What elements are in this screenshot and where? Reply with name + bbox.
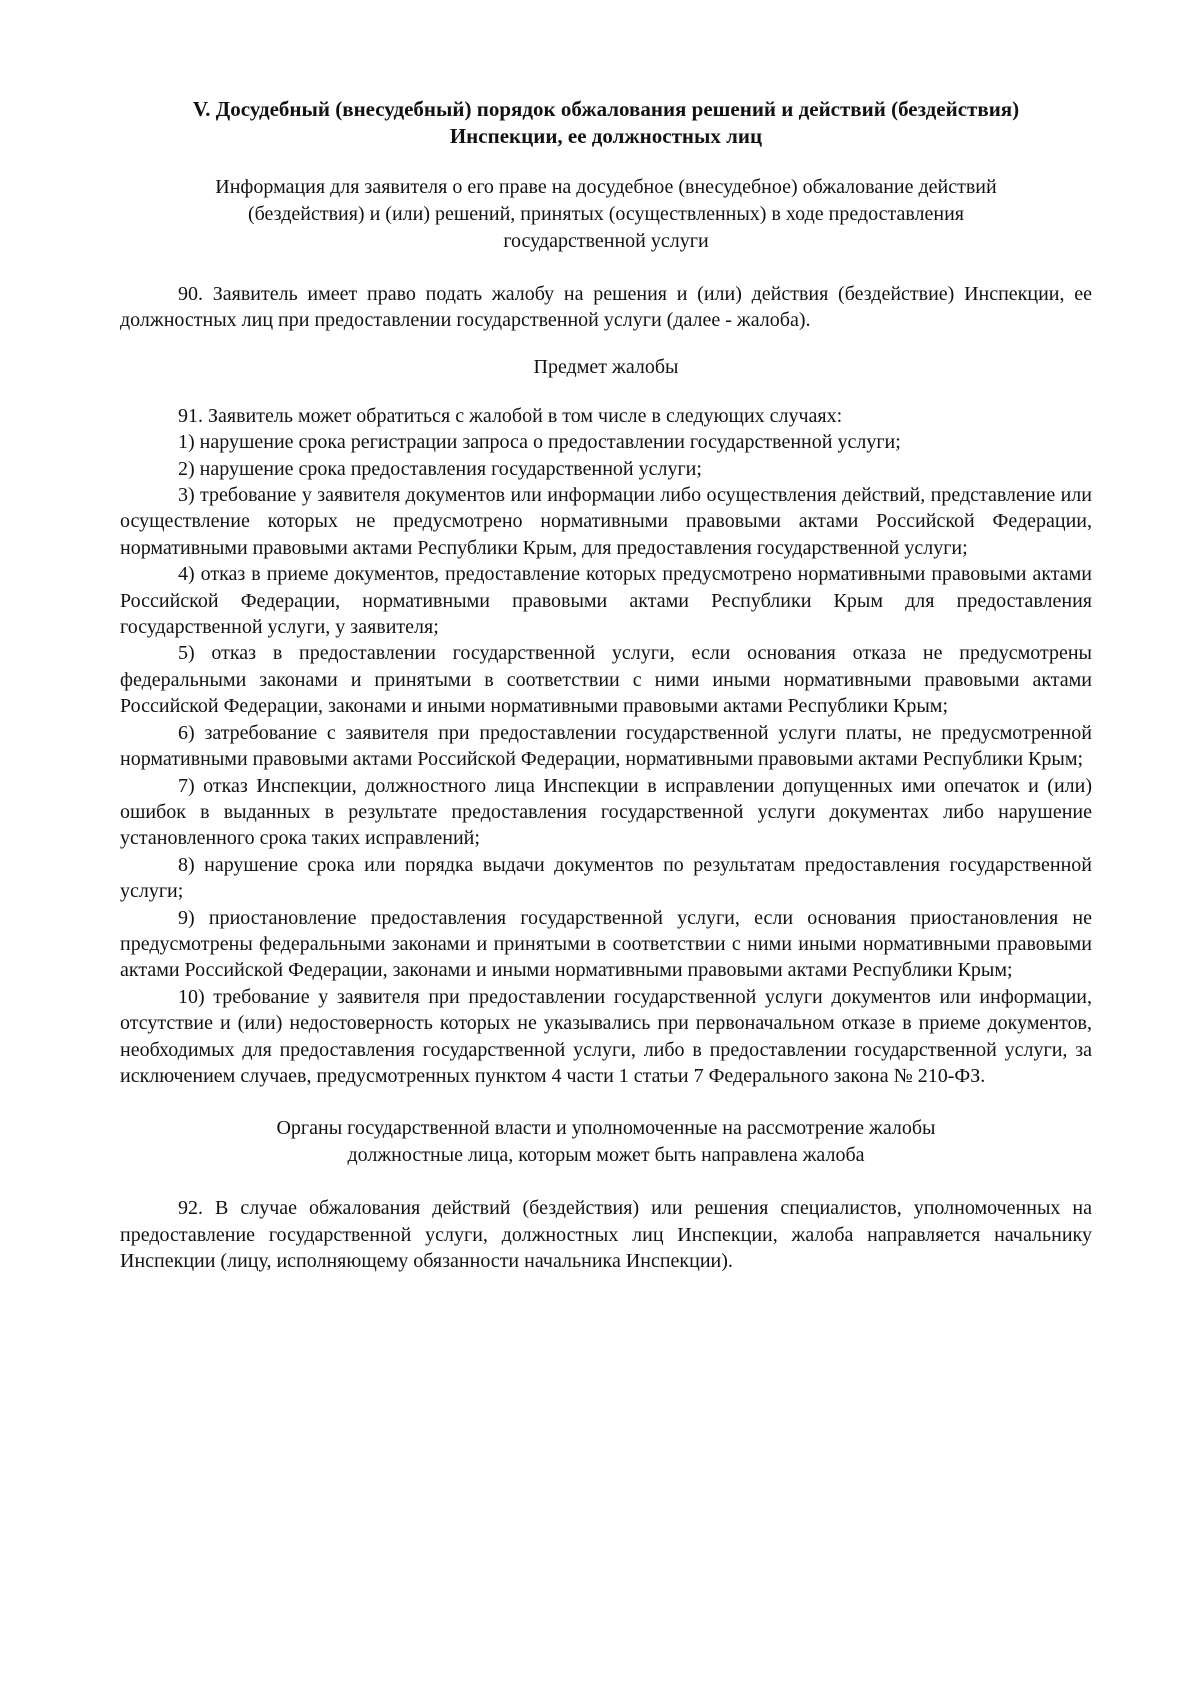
paragraph-91-item: 5) отказ в предоставлении государственной услуги, если основания отказа не предусмотрены федеральными законами и принятыми в соответствии с ними иными нормативными правовыми актами Российской Федерации, законами и иными нормативными правовыми актами Республики Крым;: [120, 642, 1092, 718]
paragraph-91-item: 10) требование у заявителя при предоставлении государственной услуги документов или информации, отсутствие и (или) недостоверность которых не указывались при первоначальном отказе в приеме документов, необходимых для предоставления государственной услуги, либо в предоставлении государственной услуги, за исключением случаев, предусмотренных пунктом 4 части 1 статьи 7 Федерального закона № 210-ФЗ.: [120, 985, 1092, 1087]
bodies-heading-line-2: должностные лица, которым может быть направлена жалоба: [347, 1144, 865, 1167]
subject-heading-text: Предмет жалобы: [533, 355, 679, 378]
paragraph-91-item: 1) нарушение срока регистрации запроса о предоставлении государственной услуги;: [178, 431, 901, 454]
paragraph-92: 92. В случае обжалования действий (бездействия) или решения специалистов, уполномоченных на предоставление государственной услуги, должностных лиц Инспекции, жалоба направляется начальнику Инспекции (лицу, исполняющему обязанности начальника Инспекции).: [120, 1197, 1092, 1273]
section-title: [120, 96, 1092, 150]
paragraph-91-item: 7) отказ Инспекции, должностного лица Инспекции в исправлении допущенных ими опечаток и (или) ошибок в выданных в результате предоставления государственной услуги документах либо нарушение установленного срока таких исправлений;: [120, 774, 1092, 850]
paragraph-91-item: 6) затребование с заявителя при предоставлении государственной услуги платы, не предусмотренной нормативными правовыми актами Российской Федерации, нормативными правовыми актами Республики Крым;: [120, 721, 1092, 771]
info-heading-line-1: Информация для заявителя о его праве на досудебное (внесудебное) обжалование действий: [215, 176, 997, 198]
paragraph-91-item: 3) требование у заявителя документов или информации либо осуществления действий, представление или осуществление которых не предусмотрено нормативными правовыми актами Российской Федерации, нормативными правовыми актами Республики Крым, для предоставления государственной услуги;: [120, 484, 1092, 559]
info-heading-line-3: государственной услуги: [503, 230, 709, 252]
paragraph-91-item: 2) нарушение срока предоставления государственной услуги;: [178, 457, 702, 480]
info-heading-line-2: (бездействия) и (или) решений, принятых (осуществленных) в ходе предоставления: [247, 203, 964, 225]
subject-heading: [120, 354, 1092, 381]
bodies-heading: [120, 1115, 1092, 1169]
paragraph-91-item: 9) приостановление предоставления государственной услуги, если основания приостановления не предусмотрены федеральными законами и принятыми в соответствии с ними иными нормативными правовыми актами Российской Федерации, законами и иными нормативными правовыми актами Республики Крым;: [120, 906, 1092, 982]
paragraph-91-item: 4) отказ в приеме документов, предоставление которых предусмотрено нормативными правовыми актами Российской Федерации, нормативными правовыми актами Республики Крым для предоставления государственной услуги, у заявителя;: [120, 563, 1092, 639]
section-title-line-1: V. Досудебный (внесудебный) порядок обжалования решений и действий (бездействия): [192, 97, 1020, 121]
paragraph-90: 90. Заявитель имеет право подать жалобу на решения и (или) действия (бездействие) Инспекции, ее должностных лиц при предоставлении государственной услуги (далее - жалоба).: [120, 283, 1092, 332]
paragraph-91-intro: 91. Заявитель может обратиться с жалобой в том числе в следующих случаях:: [178, 404, 843, 427]
paragraph-91-item: 8) нарушение срока или порядка выдачи документов по результатам предоставления государственной услуги;: [120, 853, 1092, 903]
info-heading: [120, 174, 1092, 255]
section-title-line-2: Инспекции, ее должностных лиц: [449, 124, 763, 148]
bodies-heading-line-1: Органы государственной власти и уполномоченные на рассмотрение жалобы: [276, 1117, 936, 1140]
